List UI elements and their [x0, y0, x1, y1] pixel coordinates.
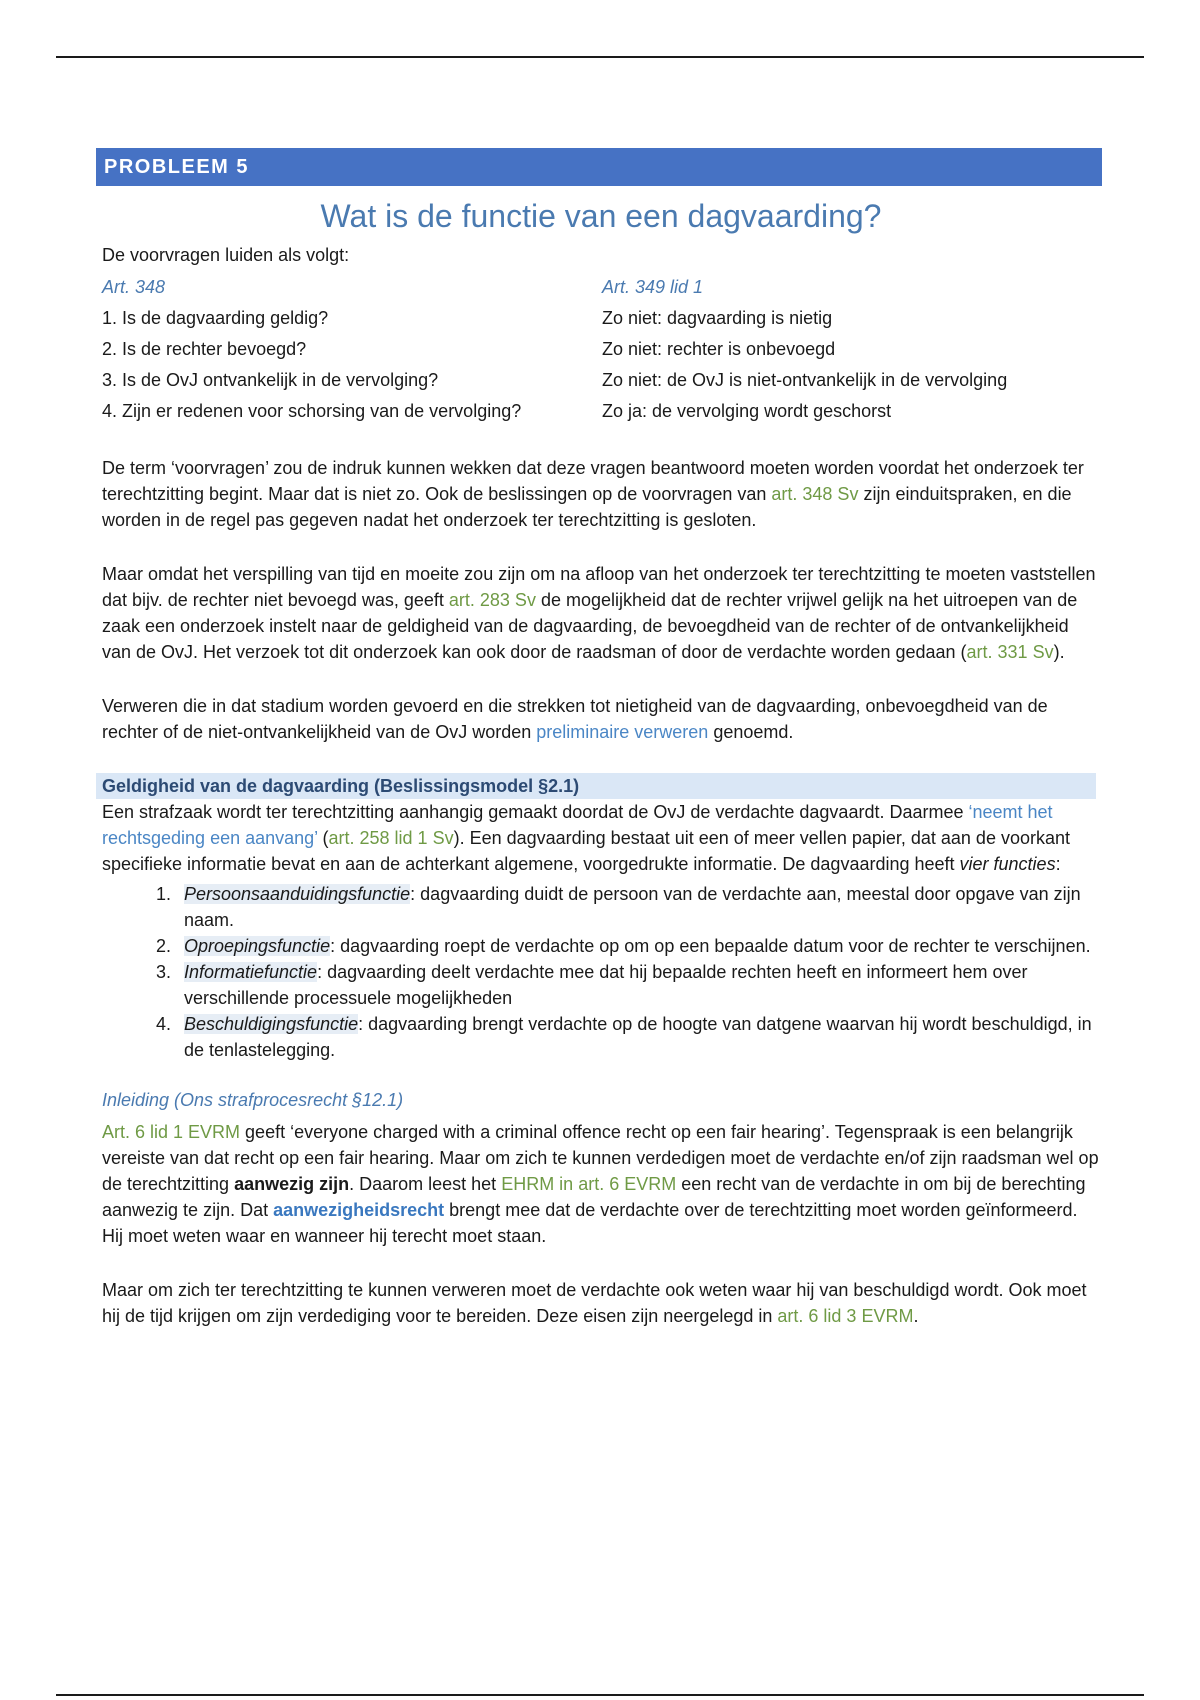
- quote: ‘neemt het rechtsgeding een aanvang’: [102, 802, 1053, 848]
- list-item: 1. Persoonsaanduidingsfunctie: dagvaarding duidt de persoon van de verdachte aan, meestal door opgave van zijn naam.: [176, 881, 1100, 933]
- paragraph-inleiding: Art. 6 lid 1 EVRM geeft ‘everyone charged with a criminal offence recht op een fair hearing’. Tegenspraak is een belangrijk vereiste van dat recht op een fair hearing. Maar om zich te kunnen verdedigen moet de verdachte en/of zijn raadsman wel op de terechtzitting aanwezig zijn. Daarom leest het EHRM in art. 6 EVRM een recht van de verdachte in om bij de berechting aanwezig te zijn. Dat aanwezigheidsrecht brengt mee dat de verdachte over de terechtzitting moet worden geïnformeerd. Hij moet weten waar en wanneer hij terecht moet staan.: [102, 1122, 1099, 1246]
- answer-cell: Zo niet: rechter is onbevoegd: [602, 339, 836, 359]
- list-item: 2. Oproepingsfunctie: dagvaarding roept de verdachte op om op een bepaalde datum voor de rechter te verschijnen.: [176, 933, 1100, 959]
- functions-list: [102, 881, 1100, 1063]
- page-title: Wat is de functie van een dagvaarding?: [320, 198, 882, 234]
- question-cell: 2. Is de rechter bevoegd?: [102, 339, 307, 359]
- list-item: 4. Beschuldigingsfunctie: dagvaarding brengt verdachte op de hoogte van datgene waarvan hij wordt beschuldigd, in de tenlastelegging.: [176, 1011, 1100, 1063]
- article-header-left: Art. 348: [102, 277, 166, 297]
- question-cell: 4. Zijn er redenen voor schorsing van de vervolging?: [102, 401, 522, 421]
- law-reference: art. 348 Sv: [771, 484, 859, 504]
- answer-cell: Zo ja: de vervolging wordt geschorst: [602, 401, 892, 421]
- law-reference: art. 258 lid 1 Sv: [328, 828, 454, 848]
- section-heading-inleiding: Inleiding (Ons strafprocesrecht §12.1): [102, 1090, 404, 1110]
- paragraph-verweren: Verweren die in dat stadium worden gevoerd en die strekken tot nietigheid van de dagvaarding, onbevoegdheid van de rechter of de niet-ontvankelijkheid van de OvJ worden preliminaire verweren genoemd.: [102, 696, 1048, 742]
- law-reference: art. 283 Sv: [448, 590, 536, 610]
- paragraph-onderzoek: Maar omdat het verspilling van tijd en moeite zou zijn om na afloop van het onderzoek ter terechtzitting te moeten vaststellen dat bijv. de rechter niet bevoegd was, geeft art. 283 Sv de mogelijkheid dat de rechter vrijwel gelijk na het uitroepen van de zaak een onderzoek instelt naar de geldigheid van de dagvaarding, de bevoegdheid van de rechter of de ontvankelijkheid van de OvJ. Het verzoek tot dit onderzoek kan ook door de raadsman of door de verdachte worden gedaan (art. 331 Sv).: [102, 564, 1096, 662]
- key-term: preliminaire verweren: [536, 722, 709, 742]
- function-name: Beschuldigingsfunctie: [184, 1014, 359, 1034]
- function-name: Informatiefunctie: [184, 962, 318, 982]
- paragraph-verdediging: Maar om zich ter terechtzitting te kunnen verweren moet de verdachte ook weten waar hij van beschuldigd wordt. Ook moet hij de tijd krijgen om zijn verdediging voor te bereiden. Deze eisen zijn neergelegd in art. 6 lid 3 EVRM.: [102, 1280, 1087, 1326]
- header-rule: [56, 56, 1144, 58]
- list-item: 3. Informatiefunctie: dagvaarding deelt verdachte mee dat hij bepaalde rechten heeft en informeert hem over verschillende processuele mogelijkheden: [176, 959, 1100, 1011]
- problem-banner: PROBLEEM 5: [96, 148, 1102, 186]
- answer-cell: Zo niet: de OvJ is niet-ontvankelijk in de vervolging: [602, 370, 1008, 390]
- article-header-right: Art. 349 lid 1: [602, 277, 704, 297]
- footer-rule: [56, 1694, 1144, 1696]
- law-reference: EHRM in art. 6 EVRM: [501, 1174, 677, 1194]
- answer-cell: Zo niet: dagvaarding is nietig: [602, 308, 833, 328]
- law-reference: Art. 6 lid 1 EVRM: [102, 1122, 241, 1142]
- question-cell: 1. Is de dagvaarding geldig?: [102, 308, 329, 328]
- law-reference: art. 331 Sv: [966, 642, 1054, 662]
- bold-term: aanwezig zijn: [234, 1174, 350, 1194]
- function-name: Persoonsaanduidingsfunctie: [184, 884, 411, 904]
- law-reference: art. 6 lid 3 EVRM: [777, 1306, 914, 1326]
- paragraph-geldigheid: Een strafzaak wordt ter terechtzitting aanhangig gemaakt doordat de OvJ de verdachte dagvaardt. Daarmee ‘neemt het rechtsgeding een aanvang’ (art. 258 lid 1 Sv). Een dagvaarding bestaat uit een of meer vellen papier, dat aan de voorkant specifieke informatie bevat en aan de achterkant algemene, voorgedrukte informatie. De dagvaarding heeft vier functies:: [102, 802, 1070, 874]
- function-name: Oproepingsfunctie: [184, 936, 331, 956]
- paragraph-voorvragen: De term ‘voorvragen’ zou de indruk kunnen wekken dat deze vragen beantwoord moeten worden voordat het onderzoek ter terechtzitting begint. Maar dat is niet zo. Ook de beslissingen op de voorvragen van art. 348 Sv zijn einduitspraken, en die worden in de regel pas gegeven nadat het onderzoek ter terechtzitting is gesloten.: [102, 458, 1084, 530]
- voorvragen-table: [102, 272, 1100, 427]
- key-term: aanwezigheidsrecht: [273, 1200, 445, 1220]
- section-heading-geldigheid: Geldigheid van de dagvaarding (Beslissingsmodel §2.1): [96, 773, 1096, 799]
- page-content: [102, 148, 1100, 1329]
- question-cell: 3. Is de OvJ ontvankelijk in de vervolging?: [102, 370, 439, 390]
- intro-text: De voorvragen luiden als volgt:: [102, 245, 350, 265]
